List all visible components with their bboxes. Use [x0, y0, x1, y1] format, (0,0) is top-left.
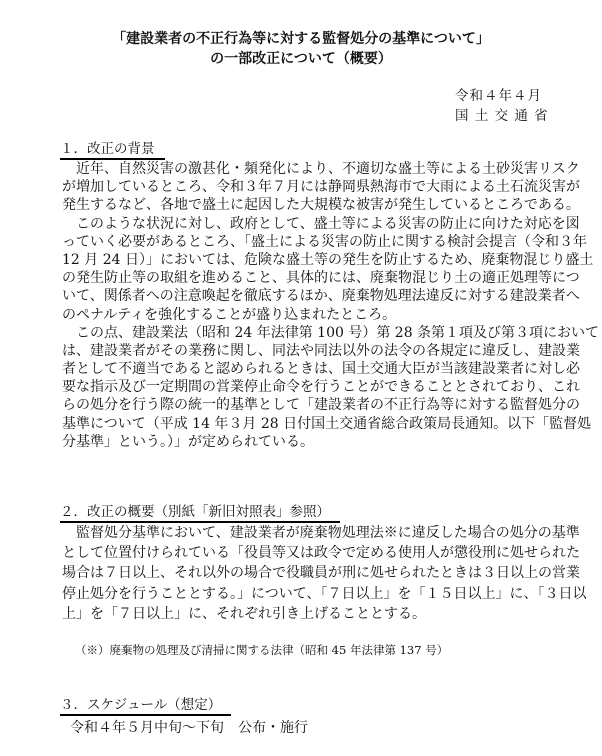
- document-date: 令和４年４月: [455, 88, 542, 104]
- section2-heading: ２．改正の概要（別紙「新旧対照表」参照）: [60, 504, 340, 523]
- paragraph-line: 分基準」という。）」が定められている。: [62, 433, 314, 450]
- paragraph-line: 監督処分基準において、建設業者が廃棄物処理法※に違反した場合の処分の基準: [62, 525, 580, 541]
- paragraph-line: このような状況に対し、政府として、盛土等による災害の防止に向けた対応を図: [62, 215, 580, 232]
- paragraph-line: 上」を「７日以上」に、それぞれ引き上げることとする。: [62, 605, 426, 622]
- paragraph-line: 発生するなど、各地で盛土に起因した大規模な被害が発生しているところである。: [62, 197, 580, 214]
- section1-heading: １．改正の背景: [60, 141, 165, 160]
- footnote: （※）廃棄物の処理及び清掃に関する法律（昭和 45 年法律第 137 号）: [75, 643, 449, 657]
- paragraph-line: いて、関係者への注意喚起を徹底するほか、廃棄物処理法違反に対する建設業者へ: [62, 288, 580, 305]
- issuer: 国 土 交 通 省: [455, 108, 549, 124]
- paragraph-line: の発生防止等の取組を進めること、具体的には、廃棄物混じり土の適正処理等につ: [62, 270, 580, 287]
- paragraph-line: 場合は７日以上、それ以外の場合で役職員が刑に処せられたときは３日以上の営業: [62, 565, 580, 582]
- paragraph-line: っていく必要があるところ、「盛土による災害の防止に関する検討会提言（令和３年: [62, 233, 587, 250]
- paragraph-line: 要な指示及び一定期間の営業停止命令を行うことができることとされており、これ: [62, 379, 580, 396]
- document-title-line1: 「建設業者の不正行為等に対する監督処分の基準について」: [112, 31, 490, 47]
- section2-body: [62, 523, 586, 624]
- paragraph-line: 者として不適当であると認められるときは、国土交通大臣が当該建設業者に対し必: [62, 361, 580, 378]
- paragraph-line: のペナルティを強化することが盛り込まれたところ。: [62, 306, 397, 323]
- paragraph-line: は、建設業者がその業務に関し、同法や同法以外の法令の各規定に違反し、建設業: [62, 342, 580, 359]
- paragraph-line: らの処分を行う際の統一的基準として「建設業者の不正行為等に対する監督処分の: [62, 397, 580, 414]
- section3-heading: ３．スケジュール（想定）: [60, 697, 231, 716]
- paragraph-line: この点、建設業法（昭和 24 年法律第 100 号）第 28 条第１項及び第３項において: [62, 324, 600, 341]
- paragraph-line: 12 月 24 日）」においては、危険な盛土等の発生を防止するため、廃棄物混じり盛土: [62, 251, 594, 268]
- schedule-line: 令和４年５月中旬～下旬 公布・施行: [70, 720, 308, 736]
- paragraph-line: 停止処分を行うこととする。」について、「７日以上」を「１５日以上」に、「３日以: [62, 585, 587, 602]
- paragraph-line: として位置付けられている「役員等又は政令で定める使用人が懲役刑に処せられた: [62, 545, 580, 562]
- document-title-line2: の一部改正について（概要）: [210, 51, 392, 67]
- section1-body: [62, 160, 599, 451]
- paragraph-line: 基準について（平成 14 年３月 28 日付国土交通省総合政策局長通知。以下「監督処: [62, 415, 592, 432]
- paragraph-line: が増加しているところ、令和３年７月には静岡県熱海市で大雨による土石流災害が: [62, 179, 580, 196]
- paragraph-line: 近年、自然災害の激甚化・頻発化により、不適切な盛土等による土砂災害リスク: [62, 161, 580, 177]
